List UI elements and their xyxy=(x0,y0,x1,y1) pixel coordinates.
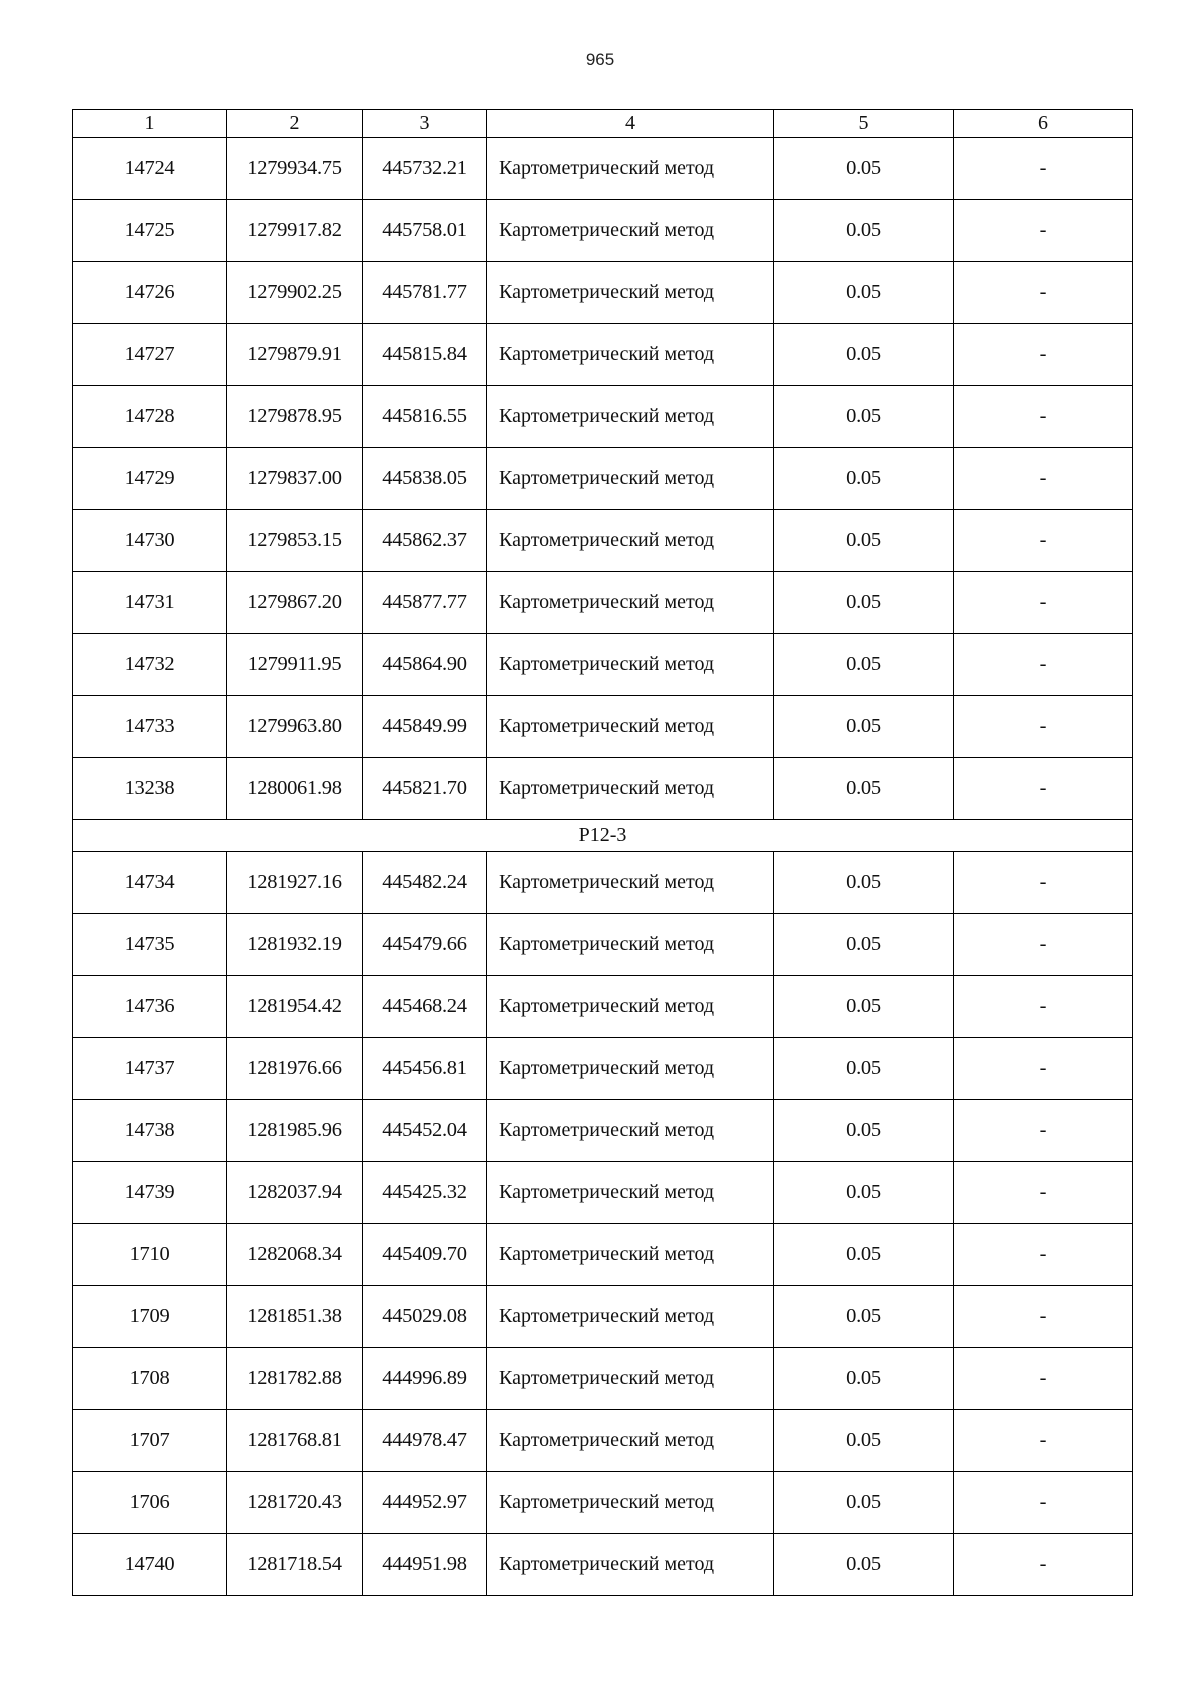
table-row xyxy=(73,758,1133,820)
page-number: 965 xyxy=(585,50,615,69)
point-id-cell: 14740 xyxy=(73,1534,227,1596)
method-cell: Картометрический метод xyxy=(487,634,774,696)
point-id-cell: 14726 xyxy=(73,262,227,324)
y-coordinate-cell: 445758.01 xyxy=(363,200,487,262)
method-cell: Картометрический метод xyxy=(487,1162,774,1224)
accuracy-cell: 0.05 xyxy=(774,324,954,386)
table-body xyxy=(73,138,1133,1596)
y-coordinate-cell: 444978.47 xyxy=(363,1410,487,1472)
accuracy-cell: 0.05 xyxy=(774,758,954,820)
note-cell: - xyxy=(954,324,1133,386)
x-coordinate-cell: 1281976.66 xyxy=(227,1038,363,1100)
note-cell: - xyxy=(954,1348,1133,1410)
table-row xyxy=(73,572,1133,634)
y-coordinate-cell: 445849.99 xyxy=(363,696,487,758)
method-cell: Картометрический метод xyxy=(487,448,774,510)
note-cell: - xyxy=(954,1162,1133,1224)
column-header: 4 xyxy=(487,110,774,138)
y-coordinate-cell: 444952.97 xyxy=(363,1472,487,1534)
point-id-cell: 14724 xyxy=(73,138,227,200)
note-cell: - xyxy=(954,386,1133,448)
method-cell: Картометрический метод xyxy=(487,1100,774,1162)
accuracy-cell: 0.05 xyxy=(774,1534,954,1596)
x-coordinate-cell: 1279878.95 xyxy=(227,386,363,448)
note-cell: - xyxy=(954,1534,1133,1596)
note-cell: - xyxy=(954,138,1133,200)
method-cell: Картометрический метод xyxy=(487,200,774,262)
y-coordinate-cell: 445029.08 xyxy=(363,1286,487,1348)
y-coordinate-cell: 445732.21 xyxy=(363,138,487,200)
accuracy-cell: 0.05 xyxy=(774,138,954,200)
x-coordinate-cell: 1281954.42 xyxy=(227,976,363,1038)
y-coordinate-cell: 445468.24 xyxy=(363,976,487,1038)
accuracy-cell: 0.05 xyxy=(774,1286,954,1348)
x-coordinate-cell: 1281932.19 xyxy=(227,914,363,976)
point-id-cell: 1706 xyxy=(73,1472,227,1534)
point-id-cell: 14727 xyxy=(73,324,227,386)
table-row xyxy=(73,138,1133,200)
x-coordinate-cell: 1282068.34 xyxy=(227,1224,363,1286)
point-id-cell: 14736 xyxy=(73,976,227,1038)
note-cell: - xyxy=(954,976,1133,1038)
y-coordinate-cell: 445877.77 xyxy=(363,572,487,634)
x-coordinate-cell: 1281720.43 xyxy=(227,1472,363,1534)
table-row xyxy=(73,1224,1133,1286)
point-id-cell: 14735 xyxy=(73,914,227,976)
table-row xyxy=(73,1534,1133,1596)
point-id-cell: 13238 xyxy=(73,758,227,820)
x-coordinate-cell: 1279879.91 xyxy=(227,324,363,386)
accuracy-cell: 0.05 xyxy=(774,696,954,758)
method-cell: Картометрический метод xyxy=(487,852,774,914)
method-cell: Картометрический метод xyxy=(487,1410,774,1472)
accuracy-cell: 0.05 xyxy=(774,1162,954,1224)
table-row xyxy=(73,448,1133,510)
point-id-cell: 14738 xyxy=(73,1100,227,1162)
table-row xyxy=(73,200,1133,262)
table-row xyxy=(73,852,1133,914)
accuracy-cell: 0.05 xyxy=(774,200,954,262)
note-cell: - xyxy=(954,1286,1133,1348)
point-id-cell: 1708 xyxy=(73,1348,227,1410)
method-cell: Картометрический метод xyxy=(487,324,774,386)
method-cell: Картометрический метод xyxy=(487,1038,774,1100)
y-coordinate-cell: 445862.37 xyxy=(363,510,487,572)
x-coordinate-cell: 1279867.20 xyxy=(227,572,363,634)
point-id-cell: 14729 xyxy=(73,448,227,510)
note-cell: - xyxy=(954,758,1133,820)
note-cell: - xyxy=(954,200,1133,262)
point-id-cell: 14731 xyxy=(73,572,227,634)
y-coordinate-cell: 445815.84 xyxy=(363,324,487,386)
point-id-cell: 14730 xyxy=(73,510,227,572)
y-coordinate-cell: 445479.66 xyxy=(363,914,487,976)
method-cell: Картометрический метод xyxy=(487,262,774,324)
point-id-cell: 14725 xyxy=(73,200,227,262)
table-row xyxy=(73,324,1133,386)
accuracy-cell: 0.05 xyxy=(774,914,954,976)
x-coordinate-cell: 1282037.94 xyxy=(227,1162,363,1224)
note-cell: - xyxy=(954,1100,1133,1162)
accuracy-cell: 0.05 xyxy=(774,852,954,914)
point-id-cell: 1709 xyxy=(73,1286,227,1348)
method-cell: Картометрический метод xyxy=(487,758,774,820)
x-coordinate-cell: 1279963.80 xyxy=(227,696,363,758)
y-coordinate-cell: 445452.04 xyxy=(363,1100,487,1162)
y-coordinate-cell: 445864.90 xyxy=(363,634,487,696)
x-coordinate-cell: 1279934.75 xyxy=(227,138,363,200)
accuracy-cell: 0.05 xyxy=(774,386,954,448)
table-row xyxy=(73,1162,1133,1224)
x-coordinate-cell: 1279853.15 xyxy=(227,510,363,572)
method-cell: Картометрический метод xyxy=(487,1348,774,1410)
note-cell: - xyxy=(954,1472,1133,1534)
table-row xyxy=(73,386,1133,448)
column-header: 5 xyxy=(774,110,954,138)
note-cell: - xyxy=(954,448,1133,510)
point-id-cell: 1710 xyxy=(73,1224,227,1286)
y-coordinate-cell: 445456.81 xyxy=(363,1038,487,1100)
table-row xyxy=(73,1348,1133,1410)
method-cell: Картометрический метод xyxy=(487,510,774,572)
section-label: Р12-3 xyxy=(73,820,1133,852)
y-coordinate-cell: 445781.77 xyxy=(363,262,487,324)
x-coordinate-cell: 1280061.98 xyxy=(227,758,363,820)
accuracy-cell: 0.05 xyxy=(774,1410,954,1472)
method-cell: Картометрический метод xyxy=(487,138,774,200)
y-coordinate-cell: 444951.98 xyxy=(363,1534,487,1596)
y-coordinate-cell: 445816.55 xyxy=(363,386,487,448)
accuracy-cell: 0.05 xyxy=(774,1348,954,1410)
method-cell: Картометрический метод xyxy=(487,1224,774,1286)
y-coordinate-cell: 445838.05 xyxy=(363,448,487,510)
accuracy-cell: 0.05 xyxy=(774,510,954,572)
x-coordinate-cell: 1279837.00 xyxy=(227,448,363,510)
coordinates-table xyxy=(72,109,1133,1596)
table-row xyxy=(73,696,1133,758)
method-cell: Картометрический метод xyxy=(487,386,774,448)
accuracy-cell: 0.05 xyxy=(774,1224,954,1286)
accuracy-cell: 0.05 xyxy=(774,634,954,696)
y-coordinate-cell: 444996.89 xyxy=(363,1348,487,1410)
x-coordinate-cell: 1281985.96 xyxy=(227,1100,363,1162)
method-cell: Картометрический метод xyxy=(487,914,774,976)
note-cell: - xyxy=(954,1038,1133,1100)
accuracy-cell: 0.05 xyxy=(774,1038,954,1100)
point-id-cell: 14734 xyxy=(73,852,227,914)
point-id-cell: 14739 xyxy=(73,1162,227,1224)
table-row xyxy=(73,1472,1133,1534)
y-coordinate-cell: 445409.70 xyxy=(363,1224,487,1286)
table-row xyxy=(73,262,1133,324)
x-coordinate-cell: 1281768.81 xyxy=(227,1410,363,1472)
x-coordinate-cell: 1279911.95 xyxy=(227,634,363,696)
y-coordinate-cell: 445425.32 xyxy=(363,1162,487,1224)
point-id-cell: 14728 xyxy=(73,386,227,448)
accuracy-cell: 0.05 xyxy=(774,448,954,510)
header-row xyxy=(73,110,1133,138)
method-cell: Картометрический метод xyxy=(487,1534,774,1596)
column-header: 1 xyxy=(73,110,227,138)
y-coordinate-cell: 445482.24 xyxy=(363,852,487,914)
table-row xyxy=(73,976,1133,1038)
accuracy-cell: 0.05 xyxy=(774,1472,954,1534)
point-id-cell: 1707 xyxy=(73,1410,227,1472)
method-cell: Картометрический метод xyxy=(487,572,774,634)
table-row xyxy=(73,634,1133,696)
table-row xyxy=(73,1286,1133,1348)
column-header: 6 xyxy=(954,110,1133,138)
table-row xyxy=(73,1410,1133,1472)
point-id-cell: 14737 xyxy=(73,1038,227,1100)
method-cell: Картометрический метод xyxy=(487,976,774,1038)
note-cell: - xyxy=(954,572,1133,634)
x-coordinate-cell: 1279917.82 xyxy=(227,200,363,262)
accuracy-cell: 0.05 xyxy=(774,262,954,324)
column-header: 2 xyxy=(227,110,363,138)
table-row xyxy=(73,510,1133,572)
note-cell: - xyxy=(954,914,1133,976)
accuracy-cell: 0.05 xyxy=(774,572,954,634)
note-cell: - xyxy=(954,634,1133,696)
note-cell: - xyxy=(954,852,1133,914)
table-row xyxy=(73,914,1133,976)
x-coordinate-cell: 1281718.54 xyxy=(227,1534,363,1596)
note-cell: - xyxy=(954,1224,1133,1286)
point-id-cell: 14733 xyxy=(73,696,227,758)
column-header: 3 xyxy=(363,110,487,138)
note-cell: - xyxy=(954,1410,1133,1472)
note-cell: - xyxy=(954,262,1133,324)
table-row xyxy=(73,1100,1133,1162)
accuracy-cell: 0.05 xyxy=(774,1100,954,1162)
x-coordinate-cell: 1281927.16 xyxy=(227,852,363,914)
table-row xyxy=(73,1038,1133,1100)
x-coordinate-cell: 1279902.25 xyxy=(227,262,363,324)
y-coordinate-cell: 445821.70 xyxy=(363,758,487,820)
note-cell: - xyxy=(954,510,1133,572)
x-coordinate-cell: 1281782.88 xyxy=(227,1348,363,1410)
note-cell: - xyxy=(954,696,1133,758)
x-coordinate-cell: 1281851.38 xyxy=(227,1286,363,1348)
method-cell: Картометрический метод xyxy=(487,1472,774,1534)
method-cell: Картометрический метод xyxy=(487,696,774,758)
accuracy-cell: 0.05 xyxy=(774,976,954,1038)
section-row xyxy=(73,820,1133,852)
point-id-cell: 14732 xyxy=(73,634,227,696)
method-cell: Картометрический метод xyxy=(487,1286,774,1348)
